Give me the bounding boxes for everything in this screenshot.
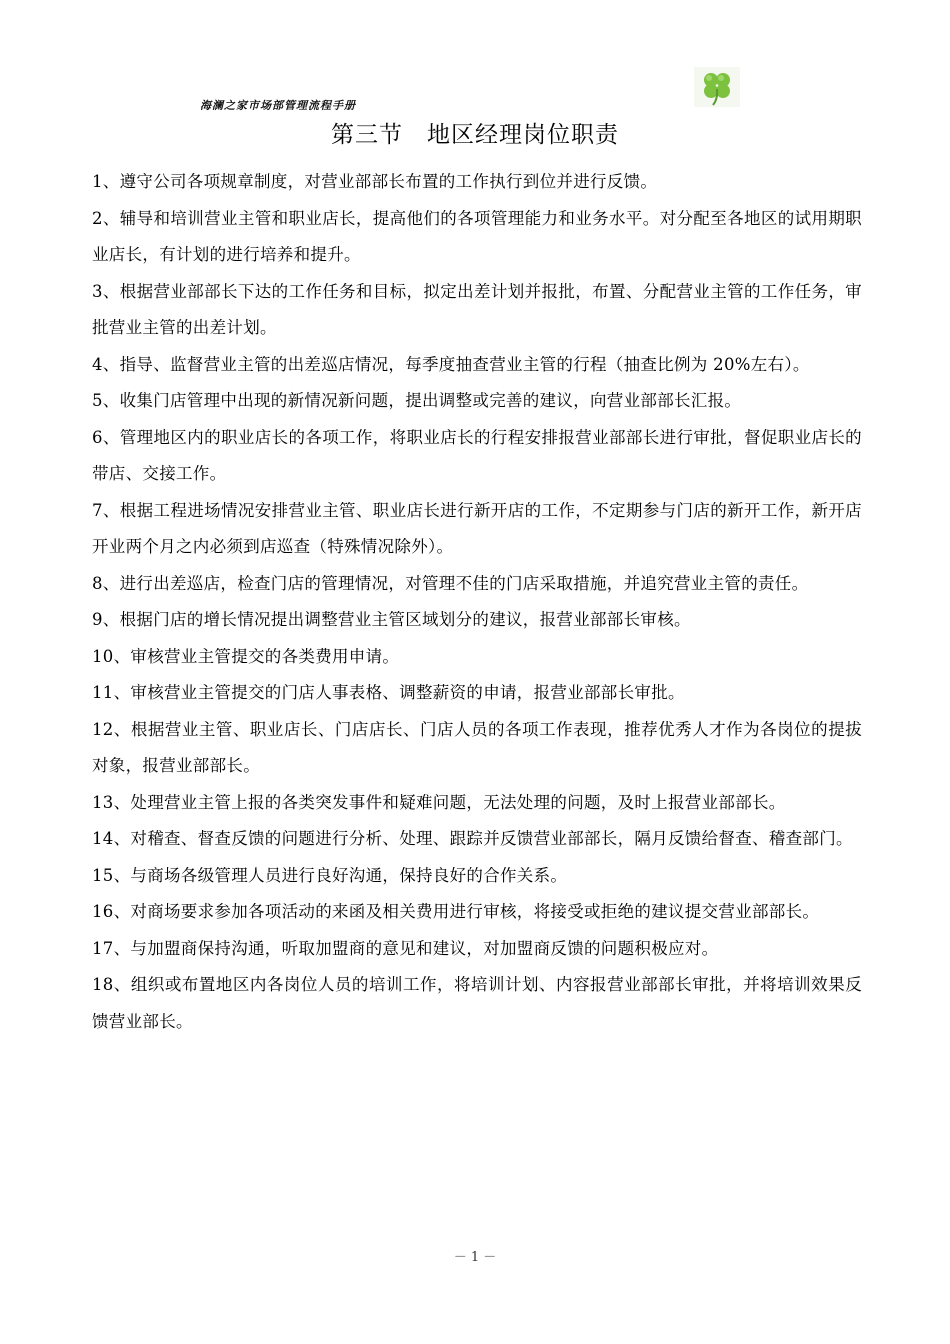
list-item: 8、进行出差巡店，检查门店的管理情况，对管理不佳的门店采取措施，并追究营业主管的责任。 bbox=[92, 573, 809, 593]
list-item: 11、审核营业主管提交的门店人事表格、调整薪资的申请，报营业部部长审批。 bbox=[92, 683, 685, 702]
list-item: 12、根据营业主管、职业店长、门店店长、门店人员的各项工作表现，推荐优秀人才作为各岗位的提拔对象，报营业部部长。 bbox=[92, 719, 862, 775]
section-title: 第三节 地区经理岗位职责 bbox=[331, 122, 619, 148]
list-item: 5、收集门店管理中出现的新情况新问题，提出调整或完善的建议，向营业部部长汇报。 bbox=[92, 391, 742, 410]
list-item: 1、遵守公司各项规章制度，对营业部部长布置的工作执行到位并进行反馈。 bbox=[92, 172, 658, 191]
running-header: 海澜之家市场部管理流程手册 bbox=[200, 99, 356, 112]
list-item: 9、根据门店的增长情况提出调整营业主管区域划分的建议，报营业部部长审核。 bbox=[92, 610, 691, 629]
list-item: 3、根据营业部部长下达的工作任务和目标，拟定出差计划并报批，布置、分配营业主管的工作任务，审批营业主管的出差计划。 bbox=[92, 281, 862, 337]
list-item: 14、对稽查、督查反馈的问题进行分析、处理、跟踪并反馈营业部部长，隔月反馈给督查、稽查部门。 bbox=[92, 829, 853, 848]
list-item: 7、根据工程进场情况安排营业主管、职业店长进行新开店的工作，不定期参与门店的新开工作，新开店开业两个月之内必须到店巡查（特殊情况除外）。 bbox=[92, 500, 862, 556]
list-item: 10、审核营业主管提交的各类费用申请。 bbox=[92, 646, 400, 666]
four-leaf-clover-icon bbox=[694, 67, 740, 107]
list-item: 4、指导、监督营业主管的出差巡店情况，每季度抽查营业主管的行程（抽查比例为 20%左右）。 bbox=[92, 354, 810, 374]
duty-list bbox=[92, 164, 862, 1040]
list-item: 18、组织或布置地区内各岗位人员的培训工作，将培训计划、内容报营业部部长审批，并将培训效果反馈营业部长。 bbox=[92, 975, 862, 1031]
list-item: 13、处理营业主管上报的各类突发事件和疑难问题，无法处理的问题，及时上报营业部部长。 bbox=[92, 792, 786, 812]
list-item: 17、与加盟商保持沟通，听取加盟商的意见和建议，对加盟商反馈的问题积极应对。 bbox=[92, 938, 719, 958]
list-item: 6、管理地区内的职业店长的各项工作，将职业店长的行程安排报营业部部长进行审批，督促职业店长的带店、交接工作。 bbox=[92, 427, 862, 483]
list-item: 16、对商场要求参加各项活动的来函及相关费用进行审核，将接受或拒绝的建议提交营业部部长。 bbox=[92, 902, 820, 921]
list-item: 15、与商场各级管理人员进行良好沟通，保持良好的合作关系。 bbox=[92, 865, 568, 885]
page-number: － 1 － bbox=[453, 1250, 497, 1265]
list-item: 2、辅导和培训营业主管和职业店长，提高他们的各项管理能力和业务水平。对分配至各地区的试用期职业店长，有计划的进行培养和提升。 bbox=[92, 208, 862, 264]
